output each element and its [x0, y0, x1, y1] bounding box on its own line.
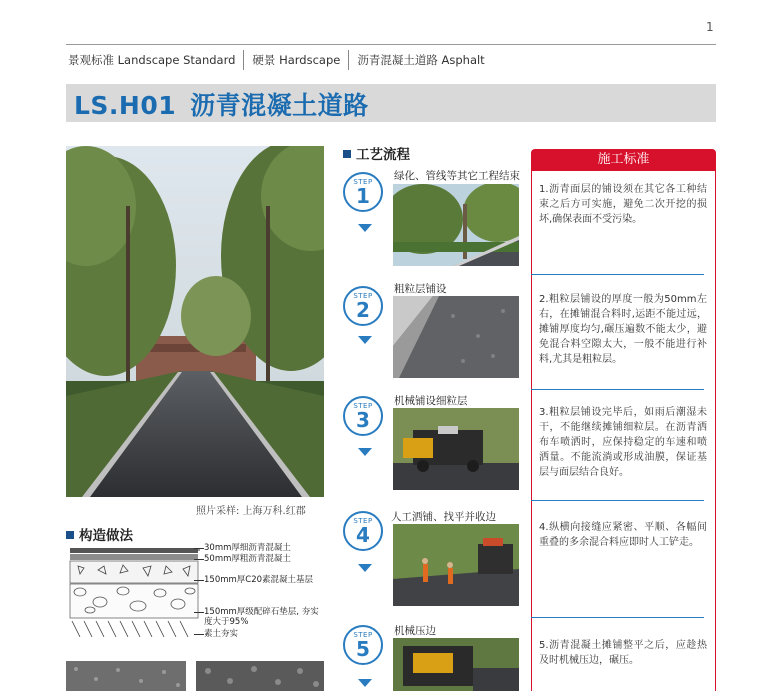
step-number: 5	[356, 637, 370, 661]
standard-divider	[531, 500, 704, 501]
down-arrow-icon	[358, 448, 372, 456]
step-5-badge	[343, 625, 383, 665]
step-word: STEP	[353, 292, 373, 300]
square-bullet-icon	[343, 150, 351, 158]
leader-line	[194, 548, 204, 549]
step-number: 4	[356, 523, 370, 547]
standard-item-1: 1.沥青面层的铺设须在其它各工种结束之后方可实施，避免二次开挖的损坏,确保表面不受污染。	[539, 184, 707, 225]
step-number: 1	[356, 184, 370, 208]
construction-heading-text: 构造做法	[79, 528, 133, 544]
step-word: STEP	[353, 402, 373, 410]
construction-heading	[66, 524, 133, 544]
process-heading-text: 工艺流程	[356, 147, 410, 163]
down-arrow-icon	[358, 224, 372, 232]
standard-divider	[531, 389, 704, 390]
step-4-badge	[343, 511, 383, 551]
step-5-title: 机械压边	[394, 625, 436, 637]
coarse-asphalt-sample	[196, 661, 324, 691]
breadcrumb	[66, 49, 493, 71]
layer-label-5: 素土夯实	[204, 629, 239, 639]
step-1-photo	[393, 184, 519, 266]
standard-item-5: 5.沥青混凝土摊铺整平之后，应趁热及时机械压边，碾压。	[539, 640, 707, 666]
down-arrow-icon	[358, 336, 372, 344]
step-number: 3	[356, 408, 370, 432]
step-2-photo	[393, 296, 519, 378]
standard-item-4: 4.纵横向接缝应紧密、平顺、各幅间重叠的多余混合料应即时人工铲走。	[539, 522, 707, 548]
step-1-badge	[343, 172, 383, 212]
step-3-badge	[343, 396, 383, 436]
standard-item-3: 3.粗粒层铺设完毕后，如雨后潮湿未干，不能继续摊铺细粒层。在沥青洒布车喷洒时，应保持稳定的车速和喷洒量。不能流淌或形成油膜，保证基层与面层结合良好。	[539, 407, 707, 478]
leader-line	[194, 580, 204, 581]
layer-label-1: 30mm厚细沥青混凝土	[204, 543, 291, 553]
layer-label-3: 150mm厚C20素混凝土基层	[204, 575, 314, 585]
fine-asphalt-sample	[66, 661, 186, 691]
step-word: STEP	[353, 178, 373, 186]
breadcrumb-landscape-standard: 景观标准 Landscape Standard	[68, 53, 236, 67]
step-5-photo	[393, 638, 519, 691]
down-arrow-icon	[358, 679, 372, 687]
leader-line	[194, 559, 204, 560]
step-2-title: 粗粒层铺设	[394, 283, 447, 295]
layer-section-diagram	[68, 546, 200, 642]
title-name: 沥青混凝土道路	[190, 91, 369, 120]
step-word: STEP	[353, 517, 373, 525]
leader-line	[194, 612, 204, 613]
step-3-photo	[393, 408, 519, 490]
standard-item-2: 2.粗粒层铺设的厚度一般为50mm左右，在摊铺混合料时,运距不能过远，摊铺厚度均匀,碾压遍数不能太少，避免混合料空隙太大，一般不能进行补料,尤其是粗粒层。	[539, 294, 707, 365]
page-title	[74, 86, 369, 122]
step-4-title: 人工洒铺、找平并收边	[391, 511, 496, 523]
step-word: STEP	[353, 631, 373, 639]
process-heading	[343, 143, 410, 163]
layer-label-2: 50mm厚粗沥青混凝土	[204, 554, 291, 564]
standard-heading: 施工标准	[531, 149, 716, 171]
step-2-badge	[343, 286, 383, 326]
standard-divider	[531, 274, 704, 275]
photo-caption: 照片采样: 上海万科.红郡	[196, 506, 306, 517]
breadcrumb-asphalt: 沥青混凝土道路 Asphalt	[357, 53, 485, 67]
step-1-title: 绿化、管线等其它工程结束	[394, 170, 520, 182]
square-bullet-icon	[66, 531, 74, 539]
layer-label-4: 150mm厚级配碎石垫层, 夯实度大于95%	[204, 607, 319, 627]
road-photo	[66, 146, 324, 497]
breadcrumb-hardscape: 硬景 Hardscape	[252, 53, 341, 67]
step-4-photo	[393, 524, 519, 606]
step-3-title: 机械铺设细粒层	[394, 395, 468, 407]
down-arrow-icon	[358, 564, 372, 572]
page-number: 1	[706, 20, 714, 34]
header-rule	[66, 44, 716, 45]
standard-divider	[531, 617, 704, 618]
title-code: LS.H01	[74, 91, 177, 120]
step-number: 2	[356, 298, 370, 322]
leader-line	[194, 634, 204, 635]
